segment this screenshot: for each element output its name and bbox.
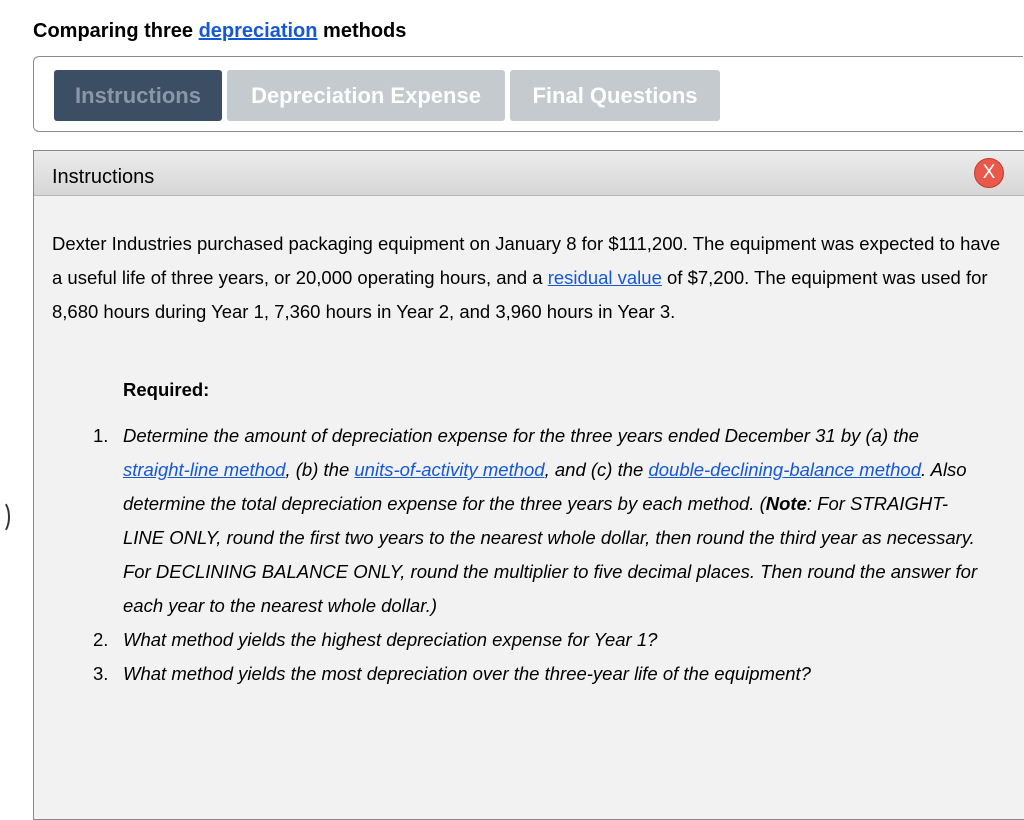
list-item — [93, 657, 983, 691]
page-title — [33, 20, 406, 43]
tab-depreciation-expense[interactable]: Depreciation Expense — [227, 70, 505, 121]
title-prefix: Comparing three — [33, 20, 199, 42]
item-text: : For STRAIGHT-LINE ONLY, round the first two years to the nearest whole dollar, then round the third year as necessary. For DECLINING BALANCE ONLY, round the multiplier to five decimal places. Then round the answer for each year to the nearest whole dollar.) — [123, 493, 978, 616]
item-text: , (b) the — [285, 459, 355, 480]
item-number: 1. — [93, 425, 109, 446]
item-text: What method yields the most depreciation over the three-year life of the equipment? — [123, 663, 811, 684]
instructions-panel — [33, 150, 1024, 820]
required-list — [93, 419, 983, 691]
tab-instructions[interactable]: Instructions — [54, 70, 222, 121]
tab-bar — [33, 56, 1023, 132]
item-number: 3. — [93, 663, 109, 684]
item-text: What method yields the highest depreciation expense for Year 1? — [123, 629, 658, 650]
item-text: , and (c) the — [544, 459, 649, 480]
list-item — [93, 623, 983, 657]
residual-value-link[interactable]: residual value — [547, 267, 662, 288]
close-button[interactable] — [974, 158, 1004, 188]
item-text: Determine the amount of depreciation expense for the three years ended December 31 by (a) the — [123, 425, 919, 446]
instructions-text-part1: Dexter Industries purchased packaging equipment on January 8 for $111,200. The equipment was expected to have a useful life of three years, or 20,000 operating hours, and a — [52, 233, 1001, 288]
list-item — [93, 419, 983, 623]
close-icon: X — [982, 162, 996, 183]
note-label: Note — [765, 493, 807, 514]
straight-line-method-link[interactable]: straight-line method — [123, 459, 286, 480]
title-suffix: methods — [317, 20, 407, 42]
instructions-text-part2: of $7,200. The equipment was used for 8,680 hours during Year 1, 7,360 hours in Year 2, and 3,960 hours in Year 3. — [52, 267, 988, 322]
tab-final-questions[interactable]: Final Questions — [510, 70, 720, 121]
panel-title: Instructions — [52, 166, 155, 188]
scroll-indicator — [0, 500, 10, 534]
instructions-text — [52, 227, 1012, 329]
double-declining-balance-method-link[interactable]: double-declining-balance method — [648, 459, 922, 480]
depreciation-link[interactable]: depreciation — [198, 20, 318, 42]
required-heading: Required: — [123, 379, 210, 400]
item-text: . Also determine the total depreciation expense for the three years by each method. ( — [123, 459, 967, 514]
units-of-activity-method-link[interactable]: units-of-activity method — [354, 459, 545, 480]
item-number: 2. — [93, 629, 109, 650]
panel-header — [34, 151, 1024, 196]
